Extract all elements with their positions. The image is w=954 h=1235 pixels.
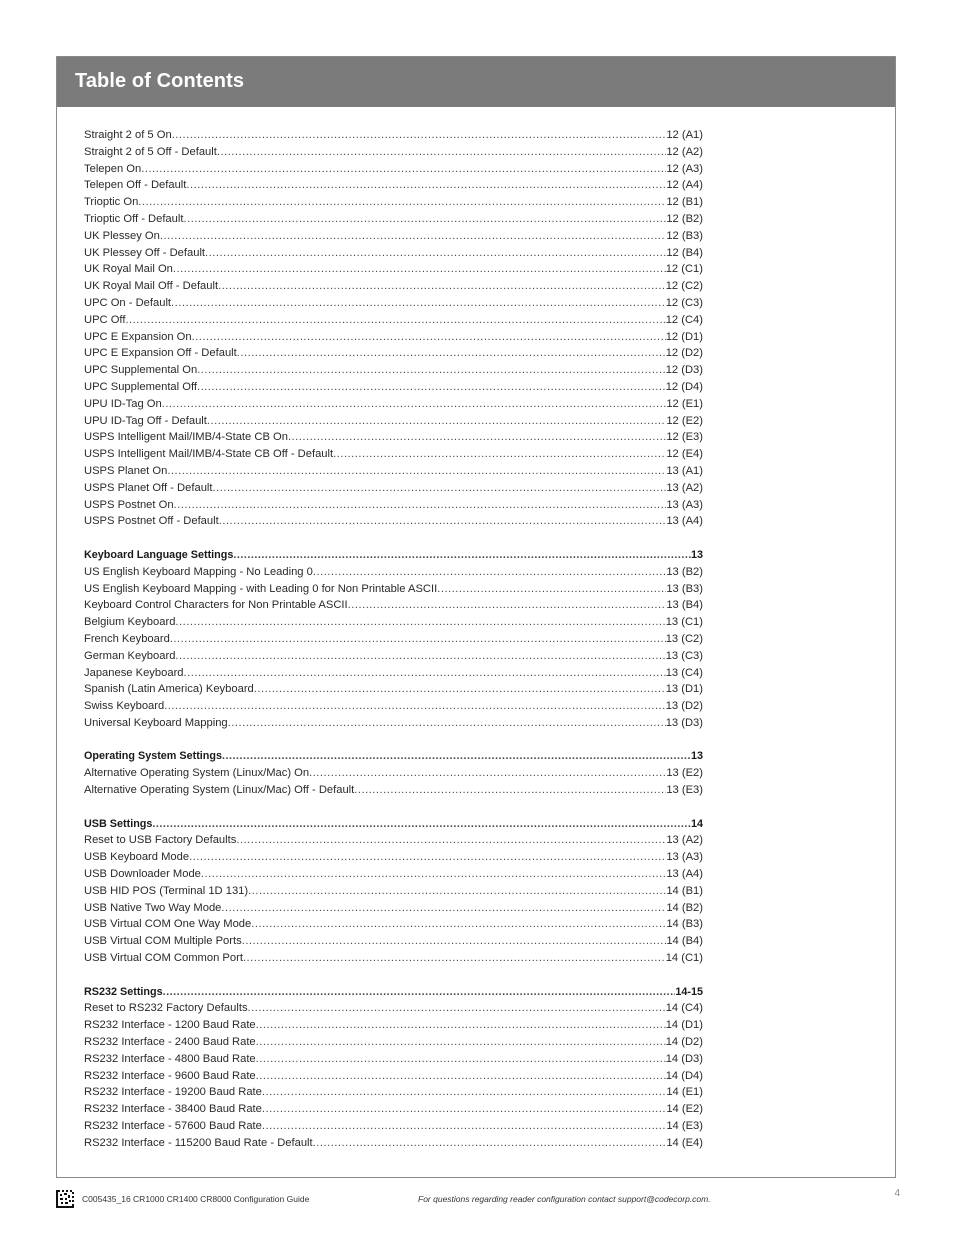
toc-leader-dots (288, 429, 666, 446)
toc-label: USPS Postnet On (84, 498, 174, 511)
toc-leader-dots (171, 295, 666, 312)
toc-label: USB Downloader Mode (84, 868, 201, 881)
toc-entry (84, 1017, 703, 1034)
toc-page-ref: 12 (C4) (665, 313, 703, 326)
toc-entry (84, 648, 703, 665)
section-spacer (84, 530, 703, 547)
toc-page-ref: 12 (E1) (666, 397, 703, 410)
toc-leader-dots (254, 681, 666, 698)
toc-entry (84, 463, 703, 480)
toc-leader-dots (309, 765, 666, 782)
toc-label: Telepen On (84, 162, 142, 175)
toc-page-ref: 12 (E3) (666, 431, 703, 444)
toc-page-ref: 14 (E4) (666, 1136, 703, 1149)
toc-entry (84, 396, 703, 413)
toc-page-ref: 12 (A2) (666, 145, 703, 158)
toc-entry (84, 312, 703, 329)
page-number: 4 (894, 1188, 900, 1199)
toc-leader-dots (256, 1068, 666, 1085)
toc-label: Reset to RS232 Factory Defaults (84, 1002, 248, 1015)
toc-page-ref: 12 (B3) (666, 229, 703, 242)
toc-page-ref: 12 (B2) (666, 212, 703, 225)
toc-label: RS232 Interface - 9600 Baud Rate (84, 1069, 256, 1082)
toc-leader-dots (262, 1101, 666, 1118)
toc-leader-dots (333, 446, 666, 463)
toc-page-ref: 14 (E1) (666, 1086, 703, 1099)
toc-entry (84, 194, 703, 211)
toc-page-ref: 14 (D3) (665, 1052, 703, 1065)
toc-leader-dots (170, 631, 666, 648)
toc-page-ref: 13 (A3) (666, 851, 703, 864)
toc-page-ref: 14 (C4) (665, 1002, 703, 1015)
toc-leader-dots (313, 564, 666, 581)
toc-label: German Keyboard (84, 649, 176, 662)
toc-page-ref: 12 (D2) (665, 347, 703, 360)
toc-entry (84, 950, 703, 967)
toc-label: Telepen Off - Default (84, 179, 187, 192)
toc-entry (84, 1118, 703, 1135)
toc-section-heading (84, 547, 703, 564)
toc-label: USB Virtual COM One Way Mode (84, 918, 252, 931)
toc-label: UK Plessey Off - Default (84, 246, 206, 259)
toc-page-ref: 14-15 (675, 985, 703, 998)
toc-entry (84, 715, 703, 732)
toc-page-ref: 12 (C2) (665, 280, 703, 293)
toc-page-ref: 13 (D2) (665, 700, 703, 713)
toc-page-ref: 13 (690, 750, 703, 763)
toc-section-heading (84, 984, 703, 1001)
toc-label: USPS Planet On (84, 464, 168, 477)
toc-page-ref: 14 (C1) (665, 952, 703, 965)
toc-entry (84, 379, 703, 396)
toc-leader-dots (437, 581, 666, 598)
toc-entry (84, 228, 703, 245)
toc-entry (84, 916, 703, 933)
table-of-contents (84, 127, 703, 1152)
toc-entry (84, 295, 703, 312)
toc-leader-dots (228, 715, 666, 732)
toc-label: USB Native Two Way Mode (84, 901, 222, 914)
toc-leader-dots (152, 816, 691, 833)
footer-contact: For questions regarding reader configuration contact support@codecorp.com. (418, 1194, 711, 1204)
toc-page-ref: 13 (D3) (665, 716, 703, 729)
toc-leader-dots (262, 1118, 666, 1135)
toc-label: UPC E Expansion Off - Default (84, 347, 237, 360)
toc-page-ref: 14 (B3) (666, 918, 703, 931)
toc-entry (84, 681, 703, 698)
toc-entry (84, 1034, 703, 1051)
toc-page-ref: 13 (A3) (666, 498, 703, 511)
toc-page-ref: 13 (B4) (666, 599, 703, 612)
toc-leader-dots (207, 413, 666, 430)
toc-label: RS232 Settings (84, 985, 163, 998)
toc-entry (84, 161, 703, 178)
toc-entry (84, 127, 703, 144)
toc-leader-dots (256, 1034, 666, 1051)
toc-page-ref: 12 (A4) (666, 179, 703, 192)
toc-label: RS232 Interface - 2400 Baud Rate (84, 1036, 256, 1049)
toc-page-ref: 12 (B1) (666, 196, 703, 209)
toc-leader-dots (233, 547, 691, 564)
toc-page-ref: 14 (B1) (666, 884, 703, 897)
toc-entry (84, 1101, 703, 1118)
toc-page-ref: 12 (C3) (665, 296, 703, 309)
toc-leader-dots (242, 933, 667, 950)
toc-entry (84, 497, 703, 514)
toc-label: Operating System Settings (84, 750, 222, 763)
toc-entry (84, 144, 703, 161)
toc-page-ref: 13 (E2) (666, 767, 703, 780)
toc-label: Straight 2 of 5 On (84, 129, 172, 141)
toc-page-ref: 14 (D1) (665, 1019, 703, 1032)
toc-entry (84, 883, 703, 900)
toc-leader-dots (222, 748, 691, 765)
toc-leader-dots (172, 127, 667, 144)
toc-leader-dots (217, 144, 666, 161)
toc-leader-dots (197, 362, 666, 379)
toc-entry (84, 832, 703, 849)
toc-page-ref: 13 (A2) (666, 834, 703, 847)
toc-leader-dots (175, 614, 665, 631)
toc-page-ref: 13 (D1) (665, 683, 703, 696)
toc-label: USPS Planet Off - Default (84, 481, 213, 494)
toc-page-ref: 13 (B3) (666, 582, 703, 595)
toc-entry (84, 177, 703, 194)
toc-label: USB HID POS (Terminal 1D 131) (84, 884, 249, 897)
toc-label: USPS Intelligent Mail/IMB/4-State CB On (84, 431, 288, 444)
toc-entry (84, 446, 703, 463)
toc-page-ref: 13 (C1) (665, 616, 703, 629)
toc-page-ref: 12 (D3) (665, 364, 703, 377)
toc-leader-dots (189, 849, 666, 866)
toc-page-ref: 12 (B4) (666, 246, 703, 259)
toc-entry (84, 631, 703, 648)
toc-leader-dots (163, 984, 676, 1001)
toc-entry (84, 698, 703, 715)
toc-label: US English Keyboard Mapping - No Leading 0 (84, 565, 313, 578)
toc-entry (84, 866, 703, 883)
toc-label: RS232 Interface - 57600 Baud Rate (84, 1120, 262, 1133)
toc-leader-dots (354, 782, 666, 799)
toc-leader-dots (221, 900, 666, 917)
toc-leader-dots (218, 278, 666, 295)
toc-entry (84, 278, 703, 295)
toc-entry (84, 765, 703, 782)
toc-entry (84, 1000, 703, 1017)
toc-page-ref: 13 (C4) (665, 666, 703, 679)
toc-leader-dots (175, 648, 665, 665)
toc-page-ref: 12 (E4) (666, 448, 703, 461)
toc-entry (84, 782, 703, 799)
toc-leader-dots (164, 698, 665, 715)
toc-label: USPS Intelligent Mail/IMB/4-State CB Off - Default (84, 448, 334, 461)
toc-label: RS232 Interface - 19200 Baud Rate (84, 1086, 262, 1099)
toc-page-ref: 14 (B2) (666, 901, 703, 914)
toc-leader-dots (138, 194, 666, 211)
toc-entry (84, 480, 703, 497)
toc-entry (84, 345, 703, 362)
content-frame (56, 56, 896, 1178)
toc-leader-dots (197, 379, 666, 396)
toc-entry (84, 933, 703, 950)
toc-page-ref: 13 (690, 548, 703, 561)
toc-section-heading (84, 816, 703, 833)
toc-leader-dots (125, 312, 665, 329)
toc-leader-dots (174, 497, 667, 514)
toc-label: Keyboard Control Characters for Non Printable ASCII (84, 599, 348, 612)
toc-entry (84, 513, 703, 530)
toc-label: UPC Supplemental On (84, 364, 198, 377)
toc-entry (84, 1135, 703, 1152)
toc-page-ref: 12 (A1) (666, 129, 703, 141)
toc-leader-dots (236, 832, 666, 849)
toc-entry (84, 614, 703, 631)
toc-label: UK Royal Mail On (84, 263, 173, 276)
toc-label: Japanese Keyboard (84, 666, 184, 679)
toc-page-ref: 14 (B4) (666, 935, 703, 948)
toc-entry (84, 564, 703, 581)
toc-label: Straight 2 of 5 Off - Default (84, 145, 217, 158)
toc-label: UPU ID-Tag Off - Default (84, 414, 207, 427)
toc-leader-dots (219, 513, 667, 530)
toc-entry (84, 413, 703, 430)
toc-label: RS232 Interface - 38400 Baud Rate (84, 1103, 262, 1116)
section-spacer (84, 967, 703, 984)
toc-label: Reset to USB Factory Defaults (84, 834, 237, 847)
toc-label: Trioptic On (84, 196, 139, 209)
toc-entry (84, 581, 703, 598)
toc-entry (84, 429, 703, 446)
toc-label: USPS Postnet Off - Default (84, 515, 219, 528)
toc-page-ref: 13 (A2) (666, 481, 703, 494)
toc-label: Swiss Keyboard (84, 700, 165, 713)
toc-leader-dots (248, 1000, 666, 1017)
toc-page-ref: 13 (E3) (666, 784, 703, 797)
toc-leader-dots (184, 665, 666, 682)
toc-entry (84, 245, 703, 262)
toc-label: USB Virtual COM Common Port (84, 952, 243, 965)
toc-entry (84, 362, 703, 379)
toc-leader-dots (213, 480, 667, 497)
toc-page-ref: 14 (690, 817, 703, 830)
toc-leader-dots (256, 1051, 666, 1068)
toc-entry (84, 211, 703, 228)
toc-page-ref: 12 (C1) (665, 263, 703, 276)
toc-label: RS232 Interface - 115200 Baud Rate - Default (84, 1136, 313, 1149)
toc-page-ref: 13 (A4) (666, 868, 703, 881)
toc-page-ref: 12 (D4) (665, 380, 703, 393)
toc-label: French Keyboard (84, 632, 170, 645)
toc-label: UPU ID-Tag On (84, 397, 162, 410)
toc-label: Keyboard Language Settings (84, 548, 234, 561)
toc-leader-dots (141, 161, 666, 178)
toc-page-ref: 14 (D2) (665, 1036, 703, 1049)
toc-label: UPC E Expansion On (84, 330, 192, 343)
toc-leader-dots (167, 463, 666, 480)
toc-entry (84, 849, 703, 866)
toc-label: Trioptic Off - Default (84, 212, 184, 225)
toc-entry (84, 261, 703, 278)
datamatrix-icon (56, 1190, 74, 1208)
toc-label: UK Plessey On (84, 229, 160, 242)
toc-leader-dots (192, 329, 666, 346)
toc-page-ref: 14 (E2) (666, 1103, 703, 1116)
toc-page-ref: 12 (D1) (665, 330, 703, 343)
toc-label: UPC Supplemental Off (84, 380, 197, 393)
toc-leader-dots (248, 883, 666, 900)
toc-label: USB Keyboard Mode (84, 851, 190, 864)
toc-leader-dots (160, 228, 666, 245)
toc-label: UK Royal Mail Off - Default (84, 280, 219, 293)
toc-label: UPC Off (84, 313, 126, 326)
section-spacer (84, 732, 703, 749)
toc-leader-dots (348, 597, 667, 614)
toc-leader-dots (186, 177, 666, 194)
toc-leader-dots (256, 1017, 666, 1034)
toc-entry (84, 665, 703, 682)
toc-page-ref: 14 (E3) (666, 1120, 703, 1133)
toc-entry (84, 329, 703, 346)
toc-leader-dots (237, 345, 666, 362)
toc-label: USB Settings (84, 817, 153, 830)
toc-leader-dots (251, 916, 666, 933)
toc-label: RS232 Interface - 1200 Baud Rate (84, 1019, 256, 1032)
page-title: Table of Contents (75, 70, 245, 92)
toc-section-heading (84, 748, 703, 765)
page-footer (56, 1188, 904, 1212)
toc-leader-dots (183, 211, 666, 228)
toc-label: Alternative Operating System (Linux/Mac) Off - Default (84, 784, 355, 797)
toc-label: USB Virtual COM Multiple Ports (84, 935, 242, 948)
toc-leader-dots (173, 261, 666, 278)
toc-page-ref: 12 (E2) (666, 414, 703, 427)
toc-leader-dots (262, 1084, 666, 1101)
toc-page-ref: 13 (C2) (665, 632, 703, 645)
toc-page-ref: 14 (D4) (665, 1069, 703, 1082)
toc-label: Alternative Operating System (Linux/Mac) On (84, 767, 310, 780)
toc-leader-dots (313, 1135, 667, 1152)
toc-entry (84, 1084, 703, 1101)
toc-leader-dots (162, 396, 667, 413)
toc-page-ref: 13 (C3) (665, 649, 703, 662)
toc-leader-dots (201, 866, 666, 883)
toc-label: UPC On - Default (84, 296, 172, 309)
toc-label: RS232 Interface - 4800 Baud Rate (84, 1052, 256, 1065)
toc-label: Spanish (Latin America) Keyboard (84, 683, 254, 696)
toc-label: Belgium Keyboard (84, 616, 176, 629)
page-header (57, 57, 895, 107)
footer-guide-title: C005435_16 CR1000 CR1400 CR8000 Configuration Guide (82, 1194, 310, 1204)
toc-page-ref: 12 (A3) (666, 162, 703, 175)
toc-leader-dots (243, 950, 666, 967)
toc-entry (84, 1068, 703, 1085)
section-spacer (84, 799, 703, 816)
toc-entry (84, 900, 703, 917)
toc-label: US English Keyboard Mapping - with Leading 0 for Non Printable ASCII (84, 582, 438, 595)
toc-entry (84, 597, 703, 614)
toc-page-ref: 13 (A1) (666, 464, 703, 477)
toc-entry (84, 1051, 703, 1068)
toc-page-ref: 13 (A4) (666, 515, 703, 528)
toc-label: Universal Keyboard Mapping (84, 716, 228, 729)
toc-leader-dots (205, 245, 666, 262)
toc-page-ref: 13 (B2) (666, 565, 703, 578)
